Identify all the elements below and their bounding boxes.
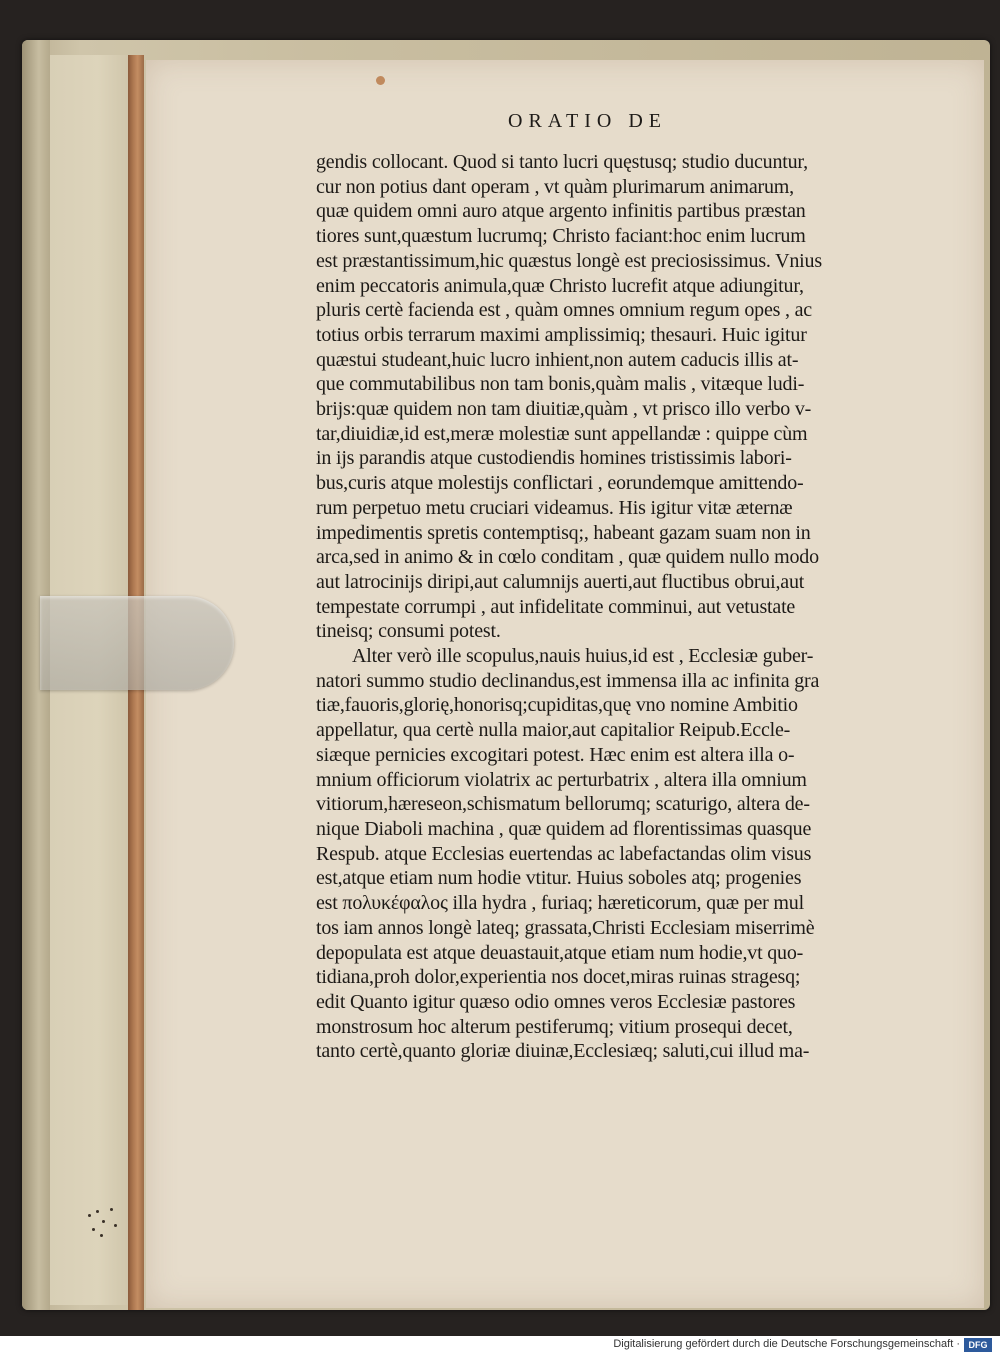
text-line: que commutabilibus non tam bonis,quàm malis , vitæque ludi- (316, 373, 805, 396)
text-line: vitiorum,hæreseon,schismatum bellorumq; scaturigo, altera de- (316, 793, 810, 816)
page-stain (376, 76, 385, 85)
dfg-logo: DFG (964, 1338, 992, 1352)
text-line: appellatur, qua certè nulla maior,aut capitalior Reipub.Eccle- (316, 719, 791, 742)
foxing-spots (82, 1200, 142, 1260)
text-line: nique Diaboli machina , quæ quidem ad florentissimas quasque (316, 817, 812, 840)
text-line: impedimentis spretis contemptisq;, habeant gazam suam non in (316, 521, 811, 544)
text-line: brijs:quæ quidem non tam diuitiæ,quàm , vt prisco illo verbo v- (316, 398, 812, 421)
text-line: totius orbis terrarum maximi amplissimiq; thesauri. Huic igitur (316, 323, 807, 346)
text-line: tar,diuidiæ,id est,meræ molestiæ sunt appellandæ : quippe cùm (316, 422, 808, 445)
text-line: rum perpetuo metu cruciari videamus. His igitur vitæ æternæ (316, 496, 793, 519)
text-line: gendis collocant. Quod si tanto lucri quęstusq; studio ducuntur, (316, 151, 808, 173)
funding-credit: Digitalisierung gefördert durch die Deutsche Forschungsgemeinschaft · (613, 1338, 960, 1350)
text-line: tempestate corrumpi , aut infidelitate comminui, aut vetustate (316, 595, 796, 618)
text-line: tiores sunt,quæstum lucrumq; Christo faciant:hoc enim lucrum (316, 225, 806, 248)
text-line: enim peccatoris animula,quæ Christo lucrefit atque adiungitur, (316, 274, 804, 297)
text-line: pluris certè facienda est , quàm omnes omnium regum opes , ac (316, 299, 812, 322)
text-line: bus,curis atque molestijs conflictari , eorundemque amittendo- (316, 472, 804, 495)
text-line: est πολυκέφαλος illa hydra , furiaq; hæreticorum, quæ per mul (316, 892, 804, 915)
text-line: Respub. atque Ecclesias euertendas ac labefactandas olim visus (316, 842, 812, 865)
text-line: tos iam annos longè lateq; grassata,Christi Ecclesiam miserrimè (316, 916, 815, 939)
text-line: arca,sed in animo & in cœlo conditam , quæ quidem nullo modo (316, 546, 819, 569)
text-line: tanto certè,quanto gloriæ diuinæ,Ecclesiæq; saluti,cui illud ma- (316, 1040, 810, 1063)
text-line: quæ quidem omni auro atque argento infinitis partibus præstan (316, 200, 806, 223)
text-line: monstrosum hoc alterum pestiferumq; vitium prosequi decet, (316, 1015, 793, 1038)
text-line: cur non potius dant operam , vt quàm plurimarum animarum, (316, 175, 794, 198)
text-line: tidiana,proh dolor,experientia nos docet,miras ruinas stragesq; (316, 966, 801, 989)
page-clip (40, 596, 234, 690)
text-line: quæstui studeant,huic lucro inhient,non autem caducis illis at- (316, 348, 799, 371)
body-text (316, 150, 916, 1064)
running-title: ORATIO DE (508, 110, 667, 132)
text-line: tiæ,fauoris,glorię,honorisq;cupiditas,quę vno nomine Ambitio (316, 694, 798, 717)
text-line: depopulata est atque deuastauit,atque etiam num hodie,vt quo- (316, 941, 804, 964)
text-line: est præstantissimum,hic quæstus longè est preciosissimus. Vnius (316, 249, 822, 272)
text-line: tineisq; consumi potest. (316, 620, 501, 643)
paragraph-first-line: Alter verò ille scopulus,nauis huius,id est , Ecclesiæ guber- (352, 645, 814, 668)
text-line: est,atque etiam num hodie vtitur. Huius soboles atq; progenies (316, 867, 802, 890)
text-line: edit Quanto igitur quæso odio omnes veros Ecclesiæ pastores (316, 990, 796, 1013)
text-line: mnium officiorum violatrix ac perturbatrix , altera illa omnium (316, 768, 807, 791)
text-line: aut latrocinijs diripi,aut calumnijs auerti,aut fluctibus obrui,aut (316, 570, 805, 593)
text-line: in ijs parandis atque custodiendis homines tristissimis labori- (316, 447, 792, 470)
text-line: natori summo studio declinandus,est immensa illa ac infinita gra (316, 669, 820, 692)
text-line: siæque pernicies excogitari potest. Hæc enim est altera illa o- (316, 743, 795, 766)
